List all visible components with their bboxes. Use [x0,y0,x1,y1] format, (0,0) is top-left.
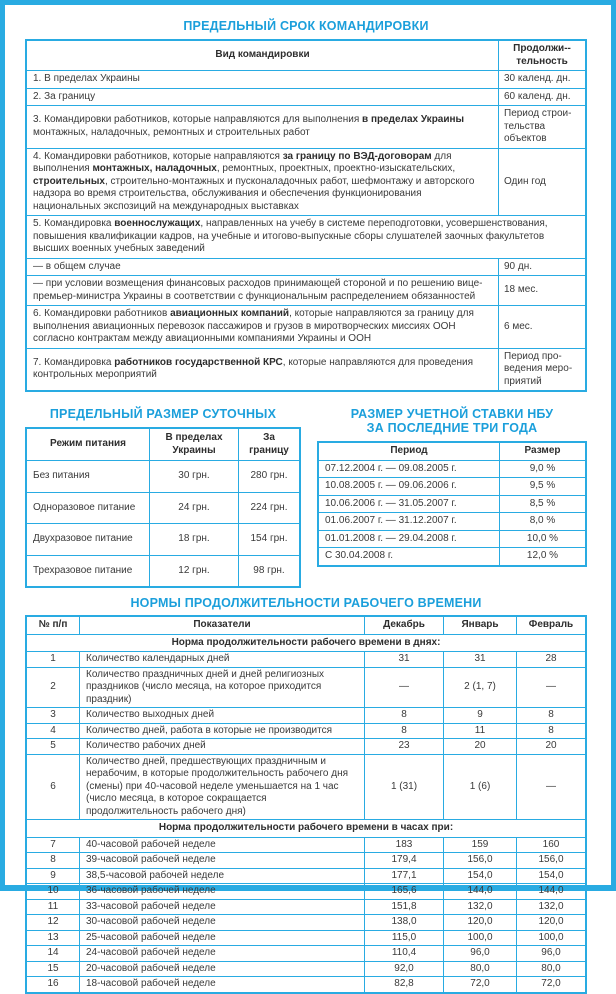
table-row [26,71,586,89]
value-cell: 165,6 [365,884,444,900]
column-header: В пределах Украины [150,428,239,461]
trip-kind-cell: 2. За границу [26,88,499,106]
column-header: Январь [444,616,517,634]
table-row [26,276,586,306]
trip-kind-cell: — при условии возмещения финансовых расходов принимающей стороной и по решению вице-премьер-министра Украины в соответствии с функциональным распределением обязанностей [26,276,499,306]
table-row [318,530,586,548]
amount-cell: 280 грн. [239,461,301,493]
indicator-cell: Количество календарных дней [80,652,365,668]
table-header-row [26,40,586,71]
table-row [26,88,586,106]
value-cell: 20 [444,739,517,755]
amount-cell: 154 грн. [239,524,301,556]
table-row [26,915,586,931]
indicator-cell: 18-часовой рабочей неделе [80,977,365,993]
trip-kind-cell: 6. Командировки работников авиационных компаний, которые направляются за границу для выполнения авиационных перевозок пассажиров и грузов в миротворческих миссиях ООН согласно контрактам между авиационными компаниями Украины и ООН [26,306,499,349]
indicator-cell: 40-часовой рабочей неделе [80,837,365,853]
value-cell: 100,0 [444,930,517,946]
rate-cell: 10,0 % [500,530,587,548]
value-cell: 20 [517,739,587,755]
rate-cell: 9,5 % [500,478,587,496]
table-row [26,148,586,216]
column-header: Февраль [517,616,587,634]
period-cell: 10.08.2005 г. — 09.06.2006 г. [318,478,500,496]
indicator-cell: 20-часовой рабочей неделе [80,961,365,977]
trip-kind-cell: 7. Командировка работников государственной КРС, которые направляются для проведения контрольных мероприятий [26,348,499,391]
column-header-kind: Вид командировки [26,40,499,71]
table-row [26,884,586,900]
value-cell: 154,0 [517,868,587,884]
value-cell: 120,0 [517,915,587,931]
table-row [26,634,586,652]
value-cell: 11 [444,723,517,739]
nbu-rate-title-line2: ЗА ПОСЛЕДНИЕ ТРИ ГОДА [366,421,538,435]
indicator-cell: 24-часовой рабочей неделе [80,946,365,962]
value-cell: 179,4 [365,853,444,869]
table-header-row [26,428,300,461]
value-cell: 138,0 [365,915,444,931]
section-header-cell: Норма продолжительности рабочего времени в днях: [26,634,586,652]
value-cell: — [517,667,587,708]
table-row [26,739,586,755]
trip-kind-cell: 1. В пределах Украины [26,71,499,89]
value-cell: 2 (1, 7) [444,667,517,708]
row-number-cell: 8 [26,853,80,869]
value-cell: 92,0 [365,961,444,977]
value-cell: 1 (6) [444,754,517,820]
value-cell: 96,0 [517,946,587,962]
indicator-cell: 39-часовой рабочей неделе [80,853,365,869]
table-row [318,513,586,531]
value-cell: 72,0 [517,977,587,993]
table-row [26,652,586,668]
table-row [318,478,586,496]
value-cell: 31 [365,652,444,668]
table-row [26,461,300,493]
table-row [26,258,586,276]
value-cell: 80,0 [517,961,587,977]
table-header-row [318,442,586,460]
section-header-cell: Норма продолжительности рабочего времени в часах при: [26,820,586,838]
row-number-cell: 13 [26,930,80,946]
value-cell: 115,0 [365,930,444,946]
trip-kind-cell: 3. Командировки работников, которые направляются для выполнения в пределах Украины монтажных, наладочных, ремонтных и строительных работ [26,106,499,149]
table-row [26,492,300,524]
trip-duration-cell: 30 календ. дн. [499,71,587,89]
table-header-row [26,616,586,634]
meal-mode-cell: Без питания [26,461,150,493]
value-cell: 132,0 [517,899,587,915]
table-row [318,495,586,513]
trip-duration-cell: 6 мес. [499,306,587,349]
row-number-cell: 7 [26,837,80,853]
indicator-cell: 38,5-часовой рабочей неделе [80,868,365,884]
nbu-rate-block [317,401,587,567]
meal-mode-cell: Двухразовое питание [26,524,150,556]
value-cell: 156,0 [444,853,517,869]
value-cell: 8 [517,708,587,724]
table-row [26,837,586,853]
column-header: Размер [500,442,587,460]
rate-cell: 12,0 % [500,548,587,566]
table-row [26,977,586,993]
rate-cell: 8,5 % [500,495,587,513]
table-row [26,820,586,838]
column-header: Показатели [80,616,365,634]
row-number-cell: 2 [26,667,80,708]
row-number-cell: 4 [26,723,80,739]
value-cell: 177,1 [365,868,444,884]
value-cell: 100,0 [517,930,587,946]
period-cell: С 30.04.2008 г. [318,548,500,566]
value-cell: — [517,754,587,820]
indicator-cell: Количество дней, работа в которые не производится [80,723,365,739]
table-row [26,708,586,724]
value-cell: 72,0 [444,977,517,993]
amount-cell: 12 грн. [150,555,239,587]
row-number-cell: 9 [26,868,80,884]
value-cell: — [365,667,444,708]
row-number-cell: 6 [26,754,80,820]
table-row [26,946,586,962]
nbu-rate-title-line1: РАЗМЕР УЧЕТНОЙ СТАВКИ НБУ [350,407,554,421]
table-row [26,555,300,587]
table-row [26,216,586,259]
table-row [26,106,586,149]
value-cell: 132,0 [444,899,517,915]
amount-cell: 18 грн. [150,524,239,556]
work-norms-title: НОРМЫ ПРОДОЛЖИТЕЛЬНОСТИ РАБОЧЕГО ВРЕМЕНИ [130,596,482,610]
indicator-cell: Количество дней, предшествующих праздничным и нерабочим, в которые продолжительность рабочего дня (смены) при 40-часовой неделе уменьшается на 1 час (число месяца, в которое сокращается продолжительность рабочего дня) [80,754,365,820]
indicator-cell: Количество выходных дней [80,708,365,724]
meal-mode-cell: Трехразовое питание [26,555,150,587]
table-row [26,348,586,391]
table-row [26,524,300,556]
row-number-cell: 10 [26,884,80,900]
table-row [26,723,586,739]
value-cell: 8 [517,723,587,739]
row-number-cell: 14 [26,946,80,962]
row-number-cell: 11 [26,899,80,915]
trip-duration-cell: 60 календ. дн. [499,88,587,106]
trip-limit-title: ПРЕДЕЛЬНЫЙ СРОК КОМАНДИРОВКИ [183,19,429,33]
value-cell: 9 [444,708,517,724]
value-cell: 8 [365,708,444,724]
amount-cell: 224 грн. [239,492,301,524]
value-cell: 159 [444,837,517,853]
row-number-cell: 5 [26,739,80,755]
indicator-cell: 36-часовой рабочей неделе [80,884,365,900]
value-cell: 154,0 [444,868,517,884]
trip-duration-cell: Период проведения мероприятий [499,348,587,391]
nbu-rate-title [317,407,587,435]
row-number-cell: 3 [26,708,80,724]
row-number-cell: 16 [26,977,80,993]
trip-kind-cell: 5. Командировка военнослужащих, направленных на учебу в системе переподготовки, усовершенствования, повышения квалификации кадров, на учебные и итогово-выпускные сборы слушателей заочных факультетов высших военных учебных заведений [26,216,586,259]
value-cell: 144,0 [444,884,517,900]
trip-duration-cell: 90 дн. [499,258,587,276]
value-cell: 156,0 [517,853,587,869]
column-header: № п/п [26,616,80,634]
amount-cell: 30 грн. [150,461,239,493]
value-cell: 80,0 [444,961,517,977]
per-diem-block [25,401,301,588]
column-header-duration: Продолжи-тельность [499,40,587,71]
working-time-norms-table [25,615,587,994]
trip-duration-cell: Период строительства объектов [499,106,587,149]
nbu-rate-table [317,441,587,567]
table-row [26,306,586,349]
period-cell: 10.06.2006 г. — 31.05.2007 г. [318,495,500,513]
table-row [318,548,586,566]
trip-duration-cell: 18 мес. [499,276,587,306]
row-number-cell: 12 [26,915,80,931]
rate-cell: 9,0 % [500,460,587,478]
value-cell: 96,0 [444,946,517,962]
value-cell: 82,8 [365,977,444,993]
value-cell: 110,4 [365,946,444,962]
table-row [318,460,586,478]
business-trip-limit-table [25,39,587,392]
value-cell: 23 [365,739,444,755]
value-cell: 160 [517,837,587,853]
value-cell: 144,0 [517,884,587,900]
table-row [26,754,586,820]
value-cell: 120,0 [444,915,517,931]
row-number-cell: 1 [26,652,80,668]
table-row [26,899,586,915]
indicator-cell: 30-часовой рабочей неделе [80,915,365,931]
column-header: Режим питания [26,428,150,461]
trip-kind-cell: — в общем случае [26,258,499,276]
column-header: Период [318,442,500,460]
value-cell: 28 [517,652,587,668]
table-row [26,961,586,977]
table-row [26,930,586,946]
table-row [26,868,586,884]
indicator-cell: 33-часовой рабочей неделе [80,899,365,915]
table-row [26,853,586,869]
meal-mode-cell: Одноразовое питание [26,492,150,524]
value-cell: 151,8 [365,899,444,915]
indicator-cell: 25-часовой рабочей неделе [80,930,365,946]
table-row [26,667,586,708]
trip-duration-cell: Один год [499,148,587,216]
amount-cell: 98 грн. [239,555,301,587]
indicator-cell: Количество праздничных дней и дней религиозных праздников (число месяца, на которое приходится праздник) [80,667,365,708]
period-cell: 01.06.2007 г. — 31.12.2007 г. [318,513,500,531]
per-diem-title: ПРЕДЕЛЬНЫЙ РАЗМЕР СУТОЧНЫХ [49,407,277,421]
value-cell: 31 [444,652,517,668]
amount-cell: 24 грн. [150,492,239,524]
column-header: Декабрь [365,616,444,634]
period-cell: 01.01.2008 г. — 29.04.2008 г. [318,530,500,548]
value-cell: 8 [365,723,444,739]
per-diem-table [25,427,301,588]
middle-section [25,401,587,588]
indicator-cell: Количество рабочих дней [80,739,365,755]
column-header: За границу [239,428,301,461]
trip-kind-cell: 4. Командировки работников, которые направляются за границу по ВЭД-договорам для выполнения монтажных, наладочных, ремонтных, проектных, проектно-изыскательских, строительных, строительно-монтажных и пусконаладочных работ, шефмонтажу и авторского надзора во время строительства, обслуживания и обеспечения функционирования национальных экспозиций на международных выставках [26,148,499,216]
period-cell: 07.12.2004 г. — 09.08.2005 г. [318,460,500,478]
row-number-cell: 15 [26,961,80,977]
value-cell: 1 (31) [365,754,444,820]
rate-cell: 8,0 % [500,513,587,531]
value-cell: 183 [365,837,444,853]
